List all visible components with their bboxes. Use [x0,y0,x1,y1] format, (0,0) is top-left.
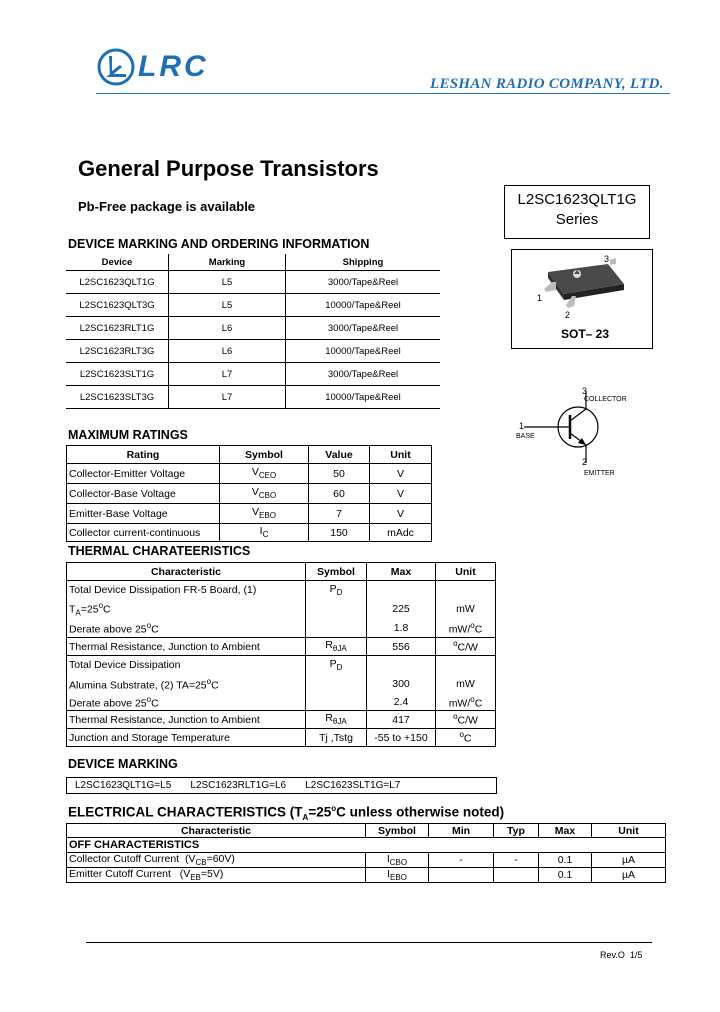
electrical-header-typ: Typ [494,824,539,838]
thermal-label: Alumina Substrate, (2) $TA=25^oC$ [67,675,306,694]
ordering-row [66,386,440,409]
ordering-shipping: 3000/Tape&Reel [286,317,441,340]
ordering-device: L2SC1623SLT3G [66,386,169,409]
thermal-header-max: Max [367,563,436,581]
max-ratings-title: MAXIMUM RATINGS [68,428,188,442]
ordering-row [66,340,440,363]
thermal-row [67,711,496,729]
collector-pin-number: 3 [582,386,588,396]
thermal-label: Total Device Dissipation FR-5 Board, (1) [67,581,306,600]
thermal-row [67,656,496,675]
thermal-unit [436,656,496,675]
off-characteristics-title: OFF CHARACTERISTICS [67,838,666,853]
thermal-unit: $^o$C/W [436,638,496,656]
thermal-label-part: Derate above 25 [69,623,147,635]
pin-3-label: 3 [604,254,610,264]
electrical-row [67,853,666,868]
thermal-header-symbol: Symbol [306,563,367,581]
thermal-label: $T_A=25^oC$ [67,600,306,619]
electrical-char-text: Emitter Cutoff Current [69,868,171,881]
rating-value: 50 [309,464,370,484]
thermal-unit: $^o$C [436,729,496,747]
electrical-characteristic [67,853,366,868]
rating-symbol-main: V [252,506,260,519]
thermal-label: Derate above 25$^o$C [67,619,306,638]
ordering-device: L2SC1623QLT1G [66,271,169,294]
footer-divider [86,942,652,943]
thermal-label-part: C [211,679,219,692]
electrical-cond-part: (V [184,853,196,865]
electrical-cond-part: =60V) [206,853,235,865]
rating-value: 7 [309,504,370,524]
electrical-unit: µA [592,853,666,868]
electrical-max: 0.1 [539,853,592,868]
thermal-row [67,729,496,747]
electrical-header-min: Min [429,824,494,838]
electrical-cond-part: C unless otherwise noted) [336,804,505,820]
ordering-device: L2SC1623RLT3G [66,340,169,363]
page-subtitle: Pb-Free package is available [78,199,256,214]
thermal-unit: $^o$C/W [436,711,496,729]
thermal-unit-part: C/W [457,641,478,654]
max-ratings-header-rating: Rating [67,446,220,464]
thermal-label-part: C [151,697,159,709]
electrical-cond-part: (V [179,868,191,881]
rating-unit: mAdc [370,524,432,542]
ordering-header-shipping: Shipping [286,254,441,271]
electrical-min: - [429,853,494,868]
thermal-unit-part: C/W [457,714,478,727]
rating-symbol-sub: CBO [258,491,277,501]
thermal-symbol [306,711,367,729]
thermal-symbol [306,581,367,600]
thermal-unit-part: mW/ [448,623,471,635]
max-ratings-header-unit: Unit [370,446,432,464]
thermal-row [67,694,496,711]
part-number-box [504,185,650,239]
electrical-char-text: Collector Cutoff Current [69,853,180,865]
logo-text: LRC [138,50,209,83]
thermal-symbol [306,694,367,711]
thermal-label: Derate above 25$^o$C [67,694,306,711]
electrical-header-symbol: Symbol [366,824,429,838]
thermal-header-characteristic: Characteristic [67,563,306,581]
pin-2-label: 2 [565,310,571,320]
electrical-symbol-sub: CBO [389,858,408,868]
ordering-shipping: 3000/Tape&Reel [286,271,441,294]
device-marking-box: L2SC1623QLT1G=L5 L2SC1623RLT1G=L6 L2SC1623SLT1G=L7 [66,777,497,794]
electrical-characteristic [67,868,366,883]
thermal-symbol: Tj ,Tstg [306,729,367,747]
max-ratings-row [67,504,432,524]
page-title: General Purpose Transistors [78,156,379,181]
thermal-max: 225 [367,600,436,619]
thermal-unit-part: C [474,623,483,635]
electrical-cond-part: =25 [308,804,332,820]
thermal-unit-part: C [463,732,472,745]
rating-symbol [220,484,309,504]
electrical-cond-sub: A [302,813,309,823]
rating-symbol-main: V [251,466,259,479]
electrical-cond-part: =5V) [200,868,224,881]
company-name: LESHAN RADIO COMPANY, LTD. [430,76,664,92]
electrical-min [429,868,494,883]
ordering-row [66,294,440,317]
thermal-symbol [306,619,367,638]
thermal-row [67,675,496,694]
thermal-max [367,581,436,600]
thermal-symbol-sub: D [336,663,343,673]
thermal-symbol [306,656,367,675]
electrical-section-row [67,838,666,853]
base-label: BASE [516,433,535,440]
collector-label: COLLECTOR [584,396,627,403]
ordering-marking: L5 [169,294,286,317]
electrical-cond-part: (T [289,804,303,820]
thermal-max: 2.4 [367,694,436,711]
thermal-symbol-main: P [329,583,337,596]
pin-1-label: 1 [537,293,543,303]
ordering-shipping: 10000/Tape&Reel [286,340,441,363]
rating-symbol [220,504,309,524]
thermal-row [67,638,496,656]
thermal-unit [436,581,496,600]
max-ratings-row [67,524,432,542]
electrical-title-text: ELECTRICAL CHARACTERISTICS [68,804,287,820]
thermal-row [67,581,496,600]
thermal-label: Total Device Dissipation [67,656,306,675]
thermal-table [66,562,496,747]
thermal-symbol-sub: D [336,588,343,598]
thermal-symbol-sub: θJA [332,644,347,654]
device-marking-title: DEVICE MARKING [68,757,178,771]
ordering-header-device: Device [66,254,169,271]
thermal-title: THERMAL CHARATEERISTICS [68,544,251,558]
thermal-unit-part: mW/ [448,697,471,709]
emitter-label: EMITTER [584,470,615,477]
package-label: SOT– 23 [561,327,610,341]
emitter-pin-number: 2 [582,457,588,467]
ordering-marking: L7 [169,363,286,386]
electrical-symbol-main: I [386,853,390,865]
lrc-logo-icon [96,47,136,87]
rating-value: 60 [309,484,370,504]
ordering-row [66,363,440,386]
ordering-marking: L6 [169,317,286,340]
thermal-label: Junction and Storage Temperature [67,729,306,747]
ordering-device: L2SC1623RLT1G [66,317,169,340]
rating-label: Emitter-Base Voltage [67,504,220,524]
electrical-cond-sub: EB [190,873,201,883]
ordering-shipping: 10000/Tape&Reel [286,386,441,409]
electrical-unit: µA [592,868,666,883]
thermal-label-part: Alumina Substrate, (2) TA=25 [69,679,207,692]
ordering-table [66,254,440,409]
thermal-header-unit: Unit [436,563,496,581]
rating-symbol-sub: C [262,530,269,540]
rating-symbol-sub: EBO [259,511,276,521]
thermal-max: 417 [367,711,436,729]
ordering-header-marking: Marking [169,254,286,271]
electrical-cond-sub: CB [195,858,207,868]
ordering-marking: L5 [169,271,286,294]
thermal-unit: mW [436,600,496,619]
thermal-unit: mW/$^o$C [436,694,496,711]
base-pin-number: 1 [519,421,525,431]
thermal-unit: mW/$^o$C [436,619,496,638]
footer-revision: Rev.O 1/5 [600,950,643,960]
ordering-shipping: 10000/Tape&Reel [286,294,441,317]
ordering-row [66,317,440,340]
thermal-symbol [306,638,367,656]
electrical-header-row [67,824,666,838]
ordering-device: L2SC1623SLT1G [66,363,169,386]
electrical-symbol [366,868,429,883]
rating-value: 150 [309,524,370,542]
thermal-symbol-main: P [329,658,337,671]
ordering-title: DEVICE MARKING AND ORDERING INFORMATION [68,237,370,251]
rating-symbol [220,464,309,484]
thermal-label-part: C [151,623,159,635]
thermal-label-part: Derate above 25 [69,697,147,709]
header-divider [96,93,670,94]
max-ratings-header-symbol: Symbol [220,446,309,464]
electrical-header-unit: Unit [592,824,666,838]
thermal-max: 1.8 [367,619,436,638]
thermal-label: Thermal Resistance, Junction to Ambient [67,711,306,729]
electrical-symbol-main: I [387,868,390,881]
rating-symbol-main: I [259,525,263,538]
thermal-header-row [67,563,496,581]
thermal-row [67,600,496,619]
rating-label: Collector-Emitter Voltage [67,464,220,484]
ordering-marking: L7 [169,386,286,409]
thermal-max: 300 [367,675,436,694]
rating-unit: V [370,504,432,524]
thermal-unit: mW [436,675,496,694]
rating-symbol-main: V [251,486,259,499]
thermal-unit-part: C [474,697,483,709]
thermal-max [367,656,436,675]
thermal-label: Thermal Resistance, Junction to Ambient [67,638,306,656]
thermal-label-part: =25 [80,603,99,616]
electrical-typ [494,868,539,883]
thermal-row [67,619,496,638]
thermal-symbol-sub: θJA [332,717,347,727]
electrical-symbol [366,853,429,868]
max-ratings-row [67,484,432,504]
electrical-max: 0.1 [539,868,592,883]
rating-label: Collector-Base Voltage [67,484,220,504]
electrical-row [67,868,666,883]
rating-symbol [220,524,309,542]
max-ratings-header-value: Value [309,446,370,464]
max-ratings-table [66,445,432,542]
thermal-symbol [306,675,367,694]
electrical-header-characteristic: Characteristic [67,824,366,838]
lrc-logo [96,47,136,87]
electrical-header-max: Max [539,824,592,838]
rating-unit: V [370,464,432,484]
ordering-device: L2SC1623QLT3G [66,294,169,317]
part-number: L2SC1623QLT1G [517,191,637,208]
thermal-label-part: C [103,603,111,616]
thermal-label-sub: A [75,608,81,618]
thermal-symbol [306,600,367,619]
ordering-shipping: 3000/Tape&Reel [286,363,441,386]
rating-unit: V [370,484,432,504]
ordering-header-row [66,254,440,271]
ordering-marking: L6 [169,340,286,363]
electrical-typ: - [494,853,539,868]
thermal-symbol-main: R [325,712,333,725]
electrical-table [66,823,666,883]
rating-symbol-sub: CEO [258,471,277,481]
thermal-label-part: T [69,603,76,616]
thermal-max: 556 [367,638,436,656]
electrical-title: ELECTRICAL CHARACTERISTICS ($T_A=25^oC$ unless otherwise noted) [68,804,505,823]
thermal-symbol-main: R [325,639,333,652]
ordering-row [66,271,440,294]
rating-label: Collector current-continuous [67,524,220,542]
electrical-symbol-sub: EBO [390,873,407,883]
thermal-max: -55 to +150 [367,729,436,747]
max-ratings-row [67,464,432,484]
max-ratings-header-row [67,446,432,464]
series-label: Series [555,211,599,228]
